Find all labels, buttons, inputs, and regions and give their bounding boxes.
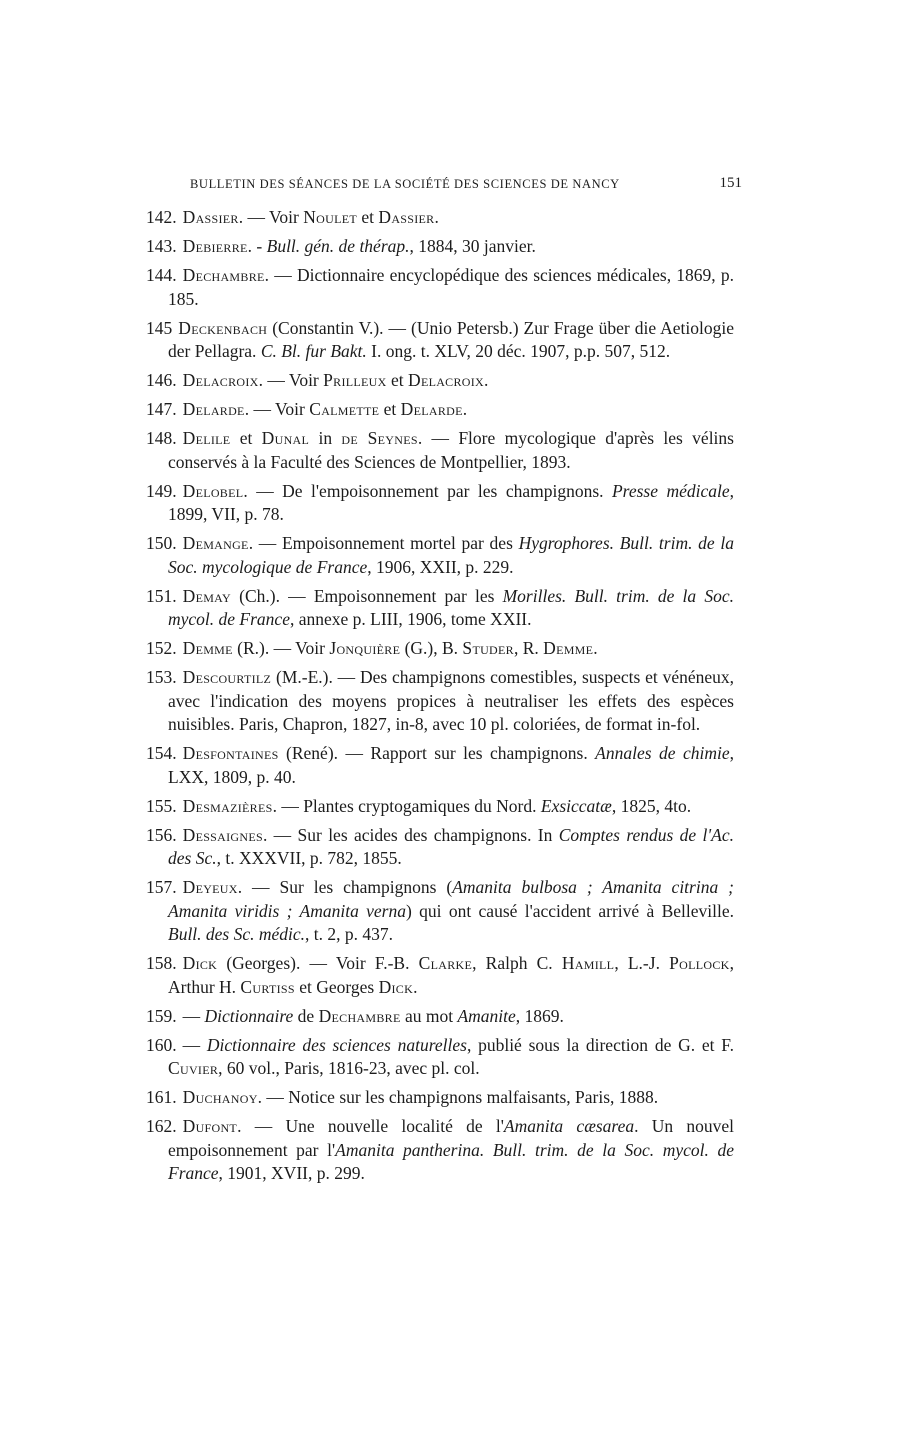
bibliography-entry — [146, 795, 734, 819]
entry-text: , 1825, 4to. — [611, 795, 692, 816]
entry-author-name: Delacroix — [408, 370, 484, 390]
entry-text: . — Sur les acides des champignons. In — [262, 824, 559, 845]
entry-author-name: Dessaignes — [182, 824, 263, 845]
entry-author-name: Dick — [378, 976, 414, 997]
entry-author-name: de Seynes — [341, 428, 418, 448]
bibliography-entry — [146, 206, 734, 230]
entry-italic-text: Amanita cæsarea — [503, 1116, 635, 1136]
entry-author-name: Prilleux — [323, 370, 387, 390]
entry-number: 151. — [146, 585, 177, 606]
entry-author-name: Dick — [182, 953, 218, 973]
entry-number: 161. — [146, 1087, 177, 1107]
entry-text: , 1869. — [515, 1005, 564, 1026]
entry-italic-text: Exsiccatæ — [540, 795, 612, 816]
entry-text: (René). — Rapport sur les champignons. — [278, 743, 596, 763]
entry-author-name: Studer — [462, 638, 514, 658]
entry-author-name: Dechambre — [182, 265, 265, 285]
bibliography-entry — [146, 1115, 734, 1186]
entry-number: 157. — [146, 877, 177, 897]
entry-author-name: Dechambre — [318, 1005, 401, 1026]
entry-text: I. ong. t. XLV, 20 déc. 1907, p.p. 507, 512. — [366, 341, 671, 361]
entry-author-name: Duchanoy — [182, 1087, 258, 1107]
entry-text: , Ralph C. — [472, 953, 562, 973]
entry-italic-text: Comptes rendus de l'Ac. des Sc. — [168, 824, 734, 868]
entry-number: 147. — [146, 399, 177, 419]
entry-text: et — [230, 428, 262, 448]
entry-author-name: Delile — [182, 428, 231, 448]
page-number: 151 — [719, 175, 742, 191]
bibliography-entry — [146, 480, 734, 527]
running-header-title: BULLETIN DES SÉANCES DE LA SOCIÉTÉ DES SCIENCES DE NANCY — [190, 177, 620, 191]
entry-number: 159. — [146, 1005, 177, 1026]
bibliography-list — [146, 206, 734, 1191]
entry-text: , t. XXXVII, p. 782, 1855. — [216, 848, 402, 868]
entry-text: . — Dictionnaire encyclopédique des sciences médicales, 1869, p. 185. — [168, 265, 734, 309]
entry-author-name: Descourtilz — [182, 667, 272, 687]
entry-text: (R.). — Voir — [232, 638, 330, 658]
entry-text: et — [379, 399, 401, 419]
bibliography-entry — [146, 1086, 734, 1110]
entry-italic-text: Morilles. Bull. trim. de la Soc. mycol. de France — [168, 585, 734, 629]
entry-text: , t. 2, p. 437. — [305, 924, 394, 944]
entry-author-name: Desfontaines — [182, 743, 279, 763]
bibliography-entry — [146, 1005, 734, 1029]
entry-text: et — [357, 207, 379, 227]
entry-number: 162. — [146, 1116, 177, 1136]
entry-author-name: Debierre — [182, 236, 248, 256]
bibliography-entry — [146, 532, 734, 579]
entry-author-name: Demme — [543, 638, 594, 658]
bibliography-entry — [146, 317, 734, 364]
entry-number: 145 — [146, 317, 173, 338]
entry-text: au mot — [400, 1005, 458, 1026]
entry-author-name: Hamill — [561, 953, 615, 973]
entry-text: . Un nouvel empoisonnement par l' — [168, 1116, 734, 1160]
entry-italic-text: Amanita pantherina. Bull. trim. de la Soc. mycol. de France — [168, 1139, 735, 1183]
entry-text: , R. — [513, 638, 544, 658]
entry-text: . — [484, 370, 489, 390]
entry-author-name: Dunal — [261, 428, 310, 448]
entry-text: , 1884, 30 janvier. — [409, 236, 536, 256]
entry-author-name: Delarde — [400, 399, 463, 419]
entry-text: ) qui ont causé l'accident arrivé à Belleville. — [406, 900, 734, 921]
entry-number: 155. — [146, 795, 177, 816]
entry-text: . — [593, 638, 598, 658]
bibliography-entry — [146, 585, 734, 632]
bibliography-entry — [146, 427, 734, 474]
entry-text: — — [182, 1034, 207, 1055]
entry-number: 160. — [146, 1034, 177, 1055]
entry-text: , Arthur H. — [168, 953, 734, 997]
entry-text: — — [182, 1005, 205, 1026]
entry-text: de — [293, 1005, 319, 1026]
entry-number: 154. — [146, 743, 177, 763]
bibliography-entry — [146, 876, 734, 947]
running-header — [190, 176, 742, 192]
entry-author-name: Calmette — [309, 399, 380, 419]
entry-author-name: Delarde — [182, 399, 245, 419]
entry-text: , LXX, 1809, p. 40. — [168, 743, 735, 787]
entry-text: . — Flore mycologique d'après les vélins conservés à la Faculté des Sciences de Montpellier, 1893. — [168, 428, 734, 472]
entry-italic-text: Amanite — [457, 1005, 516, 1026]
entry-author-name: Desmazières — [182, 795, 273, 816]
entry-author-name: Dufont — [182, 1116, 238, 1136]
entry-italic-text: Hygrophores. Bull. trim. de la Soc. mycologique de France — [168, 533, 734, 577]
entry-text: . — Notice sur les champignons malfaisants, Paris, 1888. — [257, 1087, 659, 1107]
entry-italic-text: Annales de chimie — [595, 743, 730, 763]
entry-number: 144. — [146, 265, 177, 285]
entry-italic-text: Dictionnaire — [204, 1005, 294, 1026]
bibliography-entry — [146, 369, 734, 393]
entry-number: 152. — [146, 638, 177, 658]
entry-author-name: Demange — [182, 533, 249, 553]
entry-number: 142. — [146, 207, 177, 227]
entry-number: 148. — [146, 428, 177, 448]
entry-italic-text: Bull. des Sc. médic. — [168, 924, 306, 944]
entry-italic-text: C. Bl. fur Bakt. — [260, 341, 367, 361]
entry-author-name: Demay — [182, 585, 231, 606]
entry-text: . — Plantes cryptogamiques du Nord. — [272, 795, 541, 816]
entry-italic-text: Dictionnaire des sciences naturelles — [206, 1034, 467, 1055]
entry-text: . — [413, 976, 418, 997]
entry-number: 146. — [146, 370, 177, 390]
entry-text: . — Voir — [238, 207, 304, 227]
entry-author-name: Pollock — [669, 953, 730, 973]
entry-author-name: Dassier — [182, 207, 239, 227]
bibliography-entry — [146, 1034, 734, 1081]
entry-author-name: Jonquière — [329, 638, 401, 658]
entry-text: . - — [247, 236, 267, 256]
entry-text: , 1899, VII, p. 78. — [168, 480, 734, 524]
entry-text: . — De l'empoisonnement par les champignons. — [243, 480, 612, 501]
entry-author-name: Deckenbach — [178, 317, 268, 338]
entry-author-name: Demme — [182, 638, 233, 658]
bibliography-entry — [146, 398, 734, 422]
entry-text: (G.), B. — [400, 638, 463, 658]
entry-italic-text: Amanita bulbosa ; Amanita citrina ; Amanita viridis ; Amanita verna — [168, 877, 734, 921]
entry-author-name: Curtiss — [240, 976, 295, 997]
entry-text: (Constantin V.). — (Unio Petersb.) Zur Frage über die Aetiologie der Pellagra. — [168, 317, 734, 361]
entry-text: , annexe p. LIII, 1906, tome XXII. — [289, 609, 532, 629]
entry-number: 149. — [146, 480, 177, 501]
entry-author-name: Cuvier — [168, 1058, 219, 1078]
entry-text: et — [386, 370, 408, 390]
entry-number: 156. — [146, 824, 177, 845]
entry-text: , 60 vol., Paris, 1816-23, avec pl. col. — [218, 1058, 480, 1078]
entry-text: , publié sous la direction de G. et F. — [466, 1034, 734, 1055]
entry-text: , L.-J. — [614, 953, 670, 973]
entry-author-name: Noulet — [303, 207, 357, 227]
entry-author-name: Clarke — [418, 953, 473, 973]
bibliography-entry — [146, 824, 734, 871]
entry-number: 158. — [146, 953, 177, 973]
entry-text: . — Voir — [244, 399, 310, 419]
entry-text: . — Voir — [258, 370, 324, 390]
entry-text: . — Empoisonnement mortel par des — [248, 533, 519, 553]
bibliography-entry — [146, 637, 734, 661]
bibliography-entry — [146, 235, 734, 259]
entry-number: 150. — [146, 533, 177, 553]
entry-text: (Ch.). — Empoisonnement par les — [231, 585, 503, 606]
entry-author-name: Deyeux — [182, 877, 238, 897]
entry-text: . — [462, 399, 468, 419]
entry-text: . — Sur les champignons ( — [237, 877, 453, 897]
entry-text: , 1906, XXII, p. 229. — [367, 556, 514, 577]
entry-author-name: Delacroix — [182, 370, 259, 390]
entry-italic-text: Presse médicale — [611, 480, 730, 501]
entry-author-name: Dassier — [378, 207, 435, 227]
entry-text: (M.-E.). — Des champignons comestibles, suspects et vénéneux, avec l'indication des moyens propices à neutraliser les effets des espèces nuisibles. Paris, Chapron, 1827, in-8, avec 10 pl. coloriées, de format in-fol. — [168, 667, 734, 734]
entry-text: et Georges — [294, 976, 379, 997]
entry-text: , 1901, XVII, p. 299. — [218, 1163, 365, 1183]
entry-text: . — Une nouvelle localité de l' — [237, 1116, 504, 1136]
entry-italic-text: Bull. gén. de thérap. — [266, 236, 410, 256]
entry-author-name: Delobel — [182, 480, 244, 501]
entry-text: . — [434, 207, 439, 227]
bibliography-entry — [146, 952, 734, 999]
entry-number: 153. — [146, 667, 177, 687]
bibliography-entry — [146, 666, 734, 737]
entry-text: in — [309, 428, 342, 448]
entry-text: (Georges). — Voir F.-B. — [217, 953, 419, 973]
bibliography-entry — [146, 264, 734, 311]
bibliography-entry — [146, 742, 734, 789]
entry-number: 143. — [146, 236, 177, 256]
